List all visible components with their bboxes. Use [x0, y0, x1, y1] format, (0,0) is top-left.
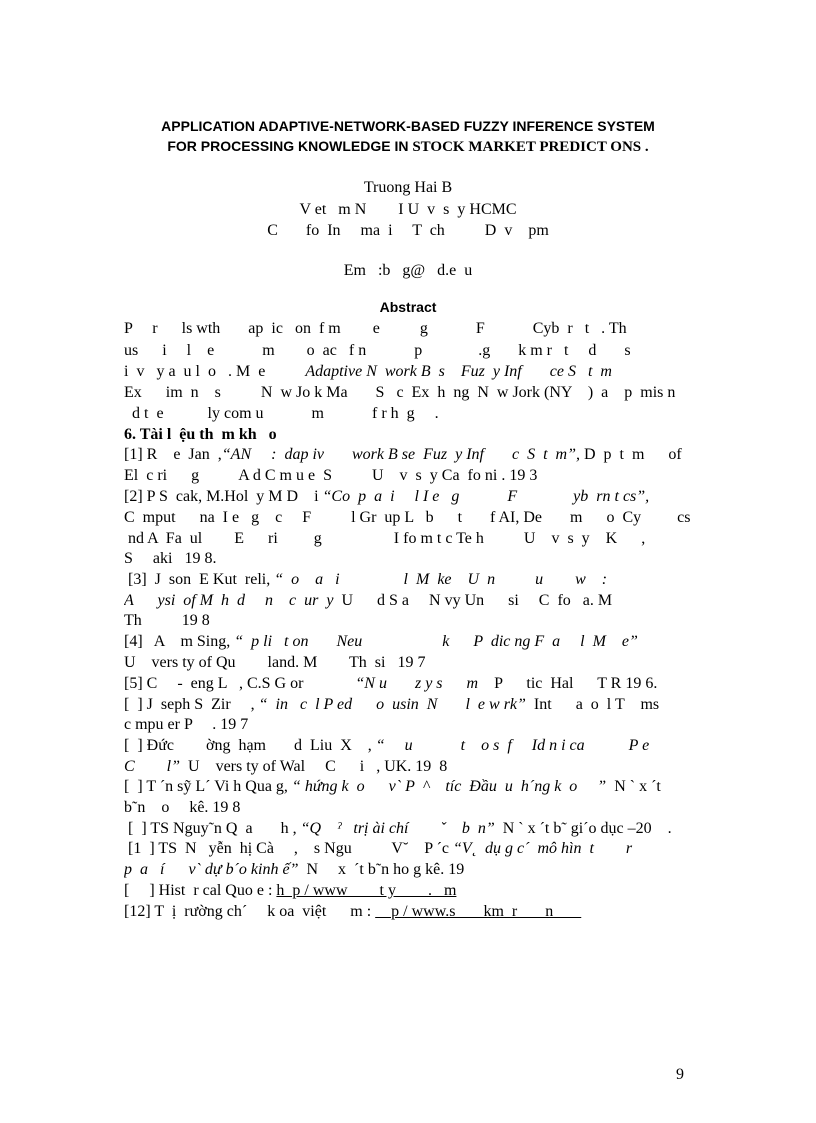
ref-text: N ` x ´t: [606, 778, 661, 795]
reference-6: [124, 696, 692, 714]
reference-3-cont: [124, 592, 692, 610]
ref-title: “ o a i l M ke U n u w :: [274, 571, 608, 588]
ref-text: [5] C - eng L , C.S G or: [124, 675, 356, 692]
abstract-line: us i l e m o ac f n p .g k m r t d s: [124, 342, 631, 359]
ref-text: D p t m of: [579, 446, 682, 463]
reference-11-link[interactable]: h p / www t y . m: [276, 882, 457, 899]
reference-10-cont: [124, 861, 692, 879]
reference-4-cont: U vers ty of Qu land. M Th si 19 7: [124, 654, 426, 671]
ref-text: [3] J son E Kut reli,: [124, 571, 275, 588]
ref-text: [1 ] TS N yễn hị Cà , s Ngu V˘ P ´c: [124, 840, 454, 857]
reference-7-cont: [124, 758, 692, 776]
ref-text: P tic Hal T R 19 6.: [478, 675, 658, 692]
reference-2-cont: S aki 19 8.: [124, 550, 217, 567]
reference-3: [124, 571, 692, 589]
reference-10: [124, 840, 692, 858]
reference-2-cont: C mput na I e g c F l Gr up L b t f AI, De m o Cy cs: [124, 509, 691, 526]
ref-text: U d S a N vy Un si C fo a. M: [333, 592, 613, 609]
reference-2: [124, 488, 692, 506]
reference-5: [124, 675, 692, 693]
reference-3-cont: Th 19 8: [124, 612, 210, 629]
ref-text: Int a o l T ms: [525, 696, 660, 713]
abstract-heading: Abstract: [379, 299, 437, 315]
reference-7: [124, 737, 692, 755]
reference-8-cont: b˜n o kê. 19 8: [124, 799, 241, 816]
ref-title: “AN : dap iv work B se Fuz y Inf c S t m”,: [221, 446, 580, 463]
reference-1-cont: El c ri g A d C m u e S U v s y Ca fo ni . 19 3: [124, 467, 538, 484]
ref-title: “V˛ dụ g c´ mô hìn t r: [453, 840, 633, 857]
ref-text: [4] A m Sing,: [124, 633, 235, 650]
ref-text: [ ] J seph S Zir ,: [124, 696, 259, 713]
abstract-line: d t e ly com u m f r h g .: [124, 405, 439, 422]
ref-text: [12] T ị rường ch´ k oa việt m :: [124, 903, 376, 920]
ref-text: [ ] Đức ờng hạm d Liu X ,: [124, 737, 376, 754]
reference-12: [124, 903, 692, 921]
ref-title: “Co p a i l I e g F yb rn t cs”,: [322, 488, 650, 505]
paper-title-line-2: [0, 138, 816, 156]
ref-text: [2] P S cak, M.Hol y M D i: [124, 488, 323, 505]
ref-title: C l”: [124, 758, 181, 775]
author-affiliation-1: V et m N I U v s y HCMC: [299, 201, 517, 218]
ref-title: “ u t o s f Id n i ca P e: [375, 737, 650, 754]
ref-text: [1] R e Jan ,: [124, 446, 222, 463]
reference-9: [124, 820, 692, 838]
paper-title-line-2b: STOCK MARKET PREDICT ONS .: [412, 139, 649, 155]
reference-8: [124, 778, 692, 796]
abstract-line-italic: Adaptive N work B s Fuz y Inf ce S t m: [305, 363, 612, 380]
reference-11: [124, 882, 692, 900]
ref-title: “ p li t on Neu k P dic ng F a l M e”: [234, 633, 638, 650]
ref-title: “ in c l P ed o usin N l e w rk”: [258, 696, 526, 713]
ref-text: N ` x ´t b˜ gi´o dục –20 .: [494, 820, 672, 837]
paper-title-line-1: APPLICATION ADAPTIVE-NETWORK-BASED FUZZY INFERENCE SYSTEM: [161, 118, 655, 134]
abstract-line: P r ls wth ap ic on f m e g F Cyb r t . Th: [124, 320, 627, 337]
reference-6-cont: c mpu er P . 19 7: [124, 716, 249, 733]
references-heading: 6. Tài l ệu th m kh o: [124, 426, 277, 443]
reference-1: [124, 446, 692, 464]
abstract-line-text: i v y a u l o . M e: [124, 363, 306, 380]
author-email: Em :b g@ d.e u: [343, 262, 473, 279]
paper-title-line-2a: FOR PROCESSING KNOWLEDGE IN: [167, 138, 413, 154]
author-name: Truong Hai B: [363, 179, 453, 196]
page-number: 9: [676, 1066, 684, 1083]
ref-text: [ ] Hist r cal Quo e :: [124, 882, 277, 899]
ref-title: “ hứng k o v` P ^ tíc Đầu u h´ng k o ”: [291, 778, 607, 795]
abstract-line: [124, 363, 692, 381]
ref-text: U vers ty of Wal C i , UK. 19 8: [180, 758, 448, 775]
ref-title: A ysi of M h d n c ur y: [124, 592, 334, 609]
author-affiliation-2: C fo In ma i T ch D v pm: [267, 222, 549, 239]
ref-text: N x ´t b˜n ho g kê. 19: [298, 861, 465, 878]
reference-12-link[interactable]: p / www.s km r n: [375, 903, 582, 920]
ref-title: p a í v` dự b´o kinh ế”: [124, 861, 299, 878]
reference-4: [124, 633, 692, 651]
ref-title: “N u z y s m: [355, 675, 479, 692]
ref-title: “Q ˀ trị ài chí ˇ b n”: [300, 820, 495, 837]
ref-text: [ ] TS Nguy˜n Q a h ,: [124, 820, 301, 837]
abstract-line: Ex im n s N w Jo k Ma S c Ex h ng N w Jork (NY ) a p mis n: [124, 384, 676, 401]
reference-2-cont: nd A Fa ul E ri g I fo m t c Te h U v s y K ,: [124, 530, 646, 547]
ref-text: [ ] T ´n sỹ L´ Vi h Qua g,: [124, 778, 292, 795]
